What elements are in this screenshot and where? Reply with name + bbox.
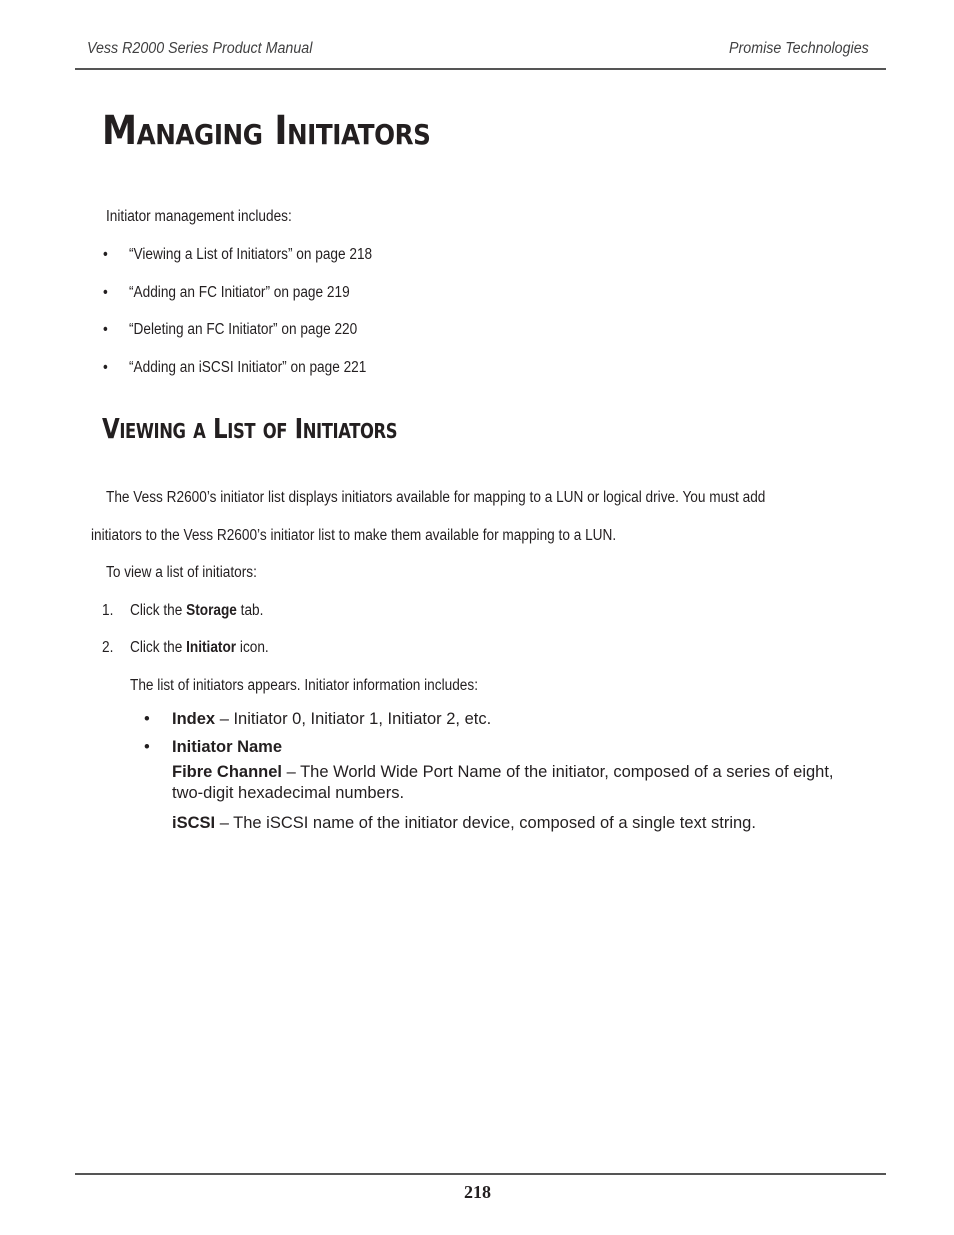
section-paragraph-line1: The Vess R2600’s initiator list displays initiators available for mapping to a LUN or logical drive. You must add (106, 489, 766, 506)
intro-text: Initiator management includes: (106, 208, 292, 225)
header-manual-title: Vess R2000 Series Product Manual (87, 40, 313, 57)
info-iscsi: iSCSI – The iSCSI name of the initiator device, composed of a single text string. (172, 814, 756, 832)
header-rule (75, 68, 886, 70)
step-number: 2. (102, 639, 114, 656)
bullet-icon: • (103, 321, 108, 338)
bullet-icon: • (103, 359, 108, 376)
initiator-icon-label: Initiator (186, 639, 237, 656)
step-result: The list of initiators appears. Initiator information includes: (130, 677, 478, 694)
topic-link-adding-fc[interactable]: “Adding an FC Initiator” on page 219 (129, 284, 350, 301)
bullet-icon: • (144, 710, 150, 728)
section-paragraph-line2: initiators to the Vess R2600’s initiator list to make them available for mapping to a LUN. (91, 527, 617, 544)
info-fibre-channel: Fibre Channel – The World Wide Port Name of the initiator, composed of a series of eight, (172, 763, 834, 781)
section-title: Viewing a List of Initiators (102, 412, 398, 445)
topic-link-deleting-fc[interactable]: “Deleting an FC Initiator” on page 220 (129, 321, 358, 338)
storage-tab-label: Storage (186, 602, 237, 619)
page-number: 218 (464, 1182, 491, 1202)
bullet-icon: • (103, 246, 108, 263)
topic-link-viewing[interactable]: “Viewing a List of Initiators” on page 218 (129, 246, 373, 263)
step-1: Click the Storage tab. (130, 602, 264, 619)
bullet-icon: • (103, 284, 108, 301)
info-fibre-channel-cont: two-digit hexadecimal numbers. (172, 784, 405, 802)
step-2: Click the Initiator icon. (130, 639, 269, 656)
step-number: 1. (102, 602, 114, 619)
info-index: Index – Initiator 0, Initiator 1, Initiator 2, etc. (172, 710, 492, 728)
info-initiator-name: Initiator Name (172, 738, 283, 756)
page-title: Managing Initiators (102, 108, 431, 154)
header-company: Promise Technologies (729, 40, 869, 57)
bullet-icon: • (144, 738, 150, 756)
procedure-lead: To view a list of initiators: (106, 564, 257, 581)
footer-rule (75, 1173, 886, 1175)
topic-link-adding-iscsi[interactable]: “Adding an iSCSI Initiator” on page 221 (129, 359, 367, 376)
